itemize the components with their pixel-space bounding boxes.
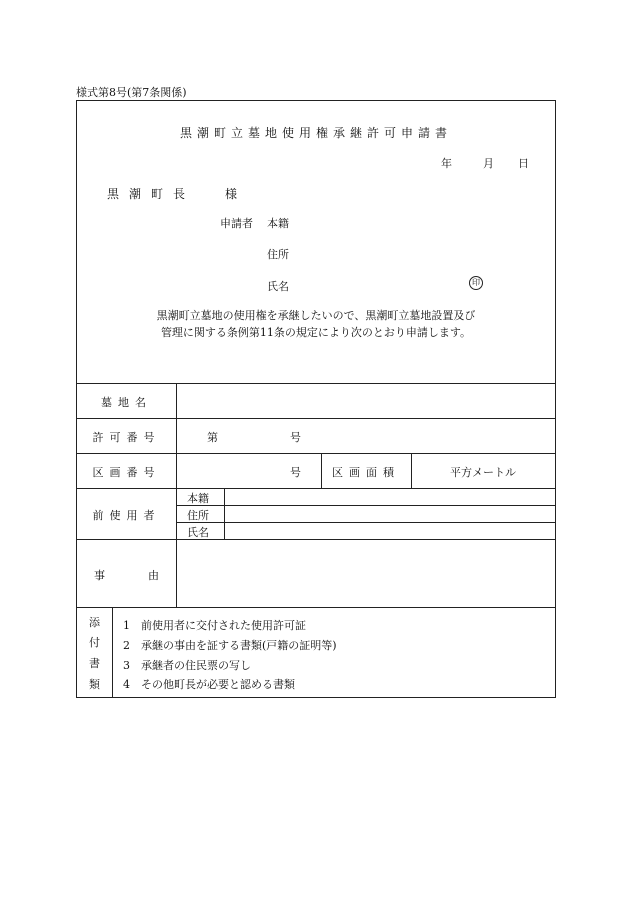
previous-user-honseki-label: 本籍: [187, 492, 209, 505]
attachment-number: 4: [123, 678, 130, 691]
plot-area-label: 区画面積: [332, 466, 400, 479]
attachment-text: 前使用者に交付された使用許可証: [141, 619, 306, 632]
attachment-item: [123, 676, 295, 692]
divider: [77, 383, 555, 384]
statement-line-1: 黒潮町立墓地の使用権を承継したいので、黒潮町立墓地設置及び: [156, 309, 476, 322]
attachment-number: 3: [123, 659, 130, 672]
date-day-label: 日: [518, 157, 529, 170]
applicant-address-label: 住所: [267, 248, 289, 261]
addressee-name: 黒潮町長: [107, 187, 196, 201]
applicant-honseki-label: 本籍: [267, 217, 289, 230]
form-title: 黒潮町立墓地使用権承継許可申請書: [179, 126, 452, 140]
divider: [176, 505, 555, 506]
plot-number-label: 区画番号: [92, 466, 161, 479]
attachment-item: [123, 617, 306, 633]
divider: [176, 383, 177, 607]
permit-number-prefix: 第: [207, 431, 218, 444]
divider: [77, 453, 555, 454]
cemetery-name-label: 墓地名: [101, 396, 152, 409]
divider: [77, 539, 555, 540]
attachment-item: [123, 637, 337, 653]
attachments-label-char-2: 付: [89, 636, 100, 649]
divider: [176, 522, 555, 523]
divider: [224, 488, 225, 539]
attachments-label-char-1: 添: [89, 616, 100, 629]
plot-area-unit: 平方メートル: [450, 466, 516, 479]
previous-user-name-label: 氏名: [187, 526, 209, 539]
previous-user-address-label: 住所: [187, 509, 209, 522]
divider: [77, 488, 555, 489]
previous-user-label: 前使用者: [92, 509, 161, 522]
divider: [77, 607, 555, 608]
applicant-label: 申請者: [220, 217, 253, 230]
date-month-label: 月: [483, 157, 494, 170]
form-number-label: 様式第8号(第7条関係): [76, 86, 187, 99]
reason-label-char-1: 事: [94, 569, 105, 582]
attachments-label-char-3: 書: [89, 657, 100, 670]
attachments-label-char-4: 類: [89, 678, 100, 691]
divider: [112, 607, 113, 697]
attachment-number: 2: [123, 639, 130, 652]
statement-line-2: 管理に関する条例第11条の規定により次のとおり申請します。: [160, 326, 472, 339]
reason-label-char-2: 由: [148, 569, 159, 582]
attachment-text: その他町長が必要と認める書類: [141, 678, 295, 691]
attachment-number: 1: [123, 619, 130, 632]
addressee-honorific: 様: [225, 187, 238, 201]
plot-number-suffix: 号: [290, 466, 301, 479]
application-statement: [77, 307, 555, 341]
permit-number-suffix: 号: [290, 431, 301, 444]
applicant-name-label: 氏名: [267, 280, 289, 293]
attachment-text: 承継の事由を証する書類(戸籍の証明等): [141, 639, 337, 652]
attachment-text: 承継者の住民票の写し: [141, 659, 251, 672]
permit-number-label: 許可番号: [92, 431, 161, 444]
divider: [77, 418, 555, 419]
application-form: [76, 100, 556, 698]
seal-mark: 印: [469, 276, 483, 290]
date-year-label: 年: [441, 157, 452, 170]
attachment-item: [123, 657, 251, 673]
